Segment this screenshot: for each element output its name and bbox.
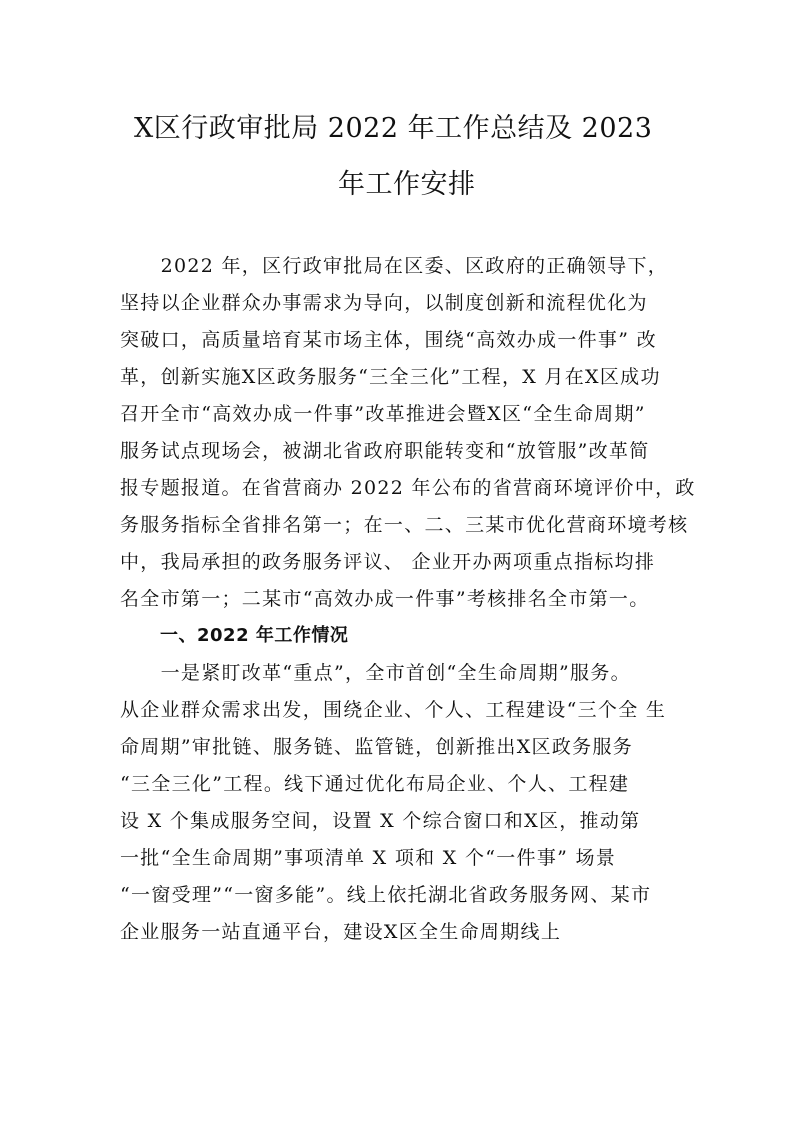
paragraph-line: 一是紧盯改革“重点”，全市首创“全生命周期”服务。 xyxy=(120,662,631,684)
paragraph-line: 命周期”审批链、服务链、监管链，创新推出X区政务服务 xyxy=(120,736,634,758)
paragraph-line: 召开全市“高效办成一件事”改革推进会暨X区“全生命周期” xyxy=(120,403,646,425)
paragraph-line: 一批“全生命周期”事项清单 X 项和 X 个“一件事” 场景 xyxy=(120,847,617,869)
paragraph-line: “一窗受理”“一窗多能”。线上依托湖北省政务服务网、某市 xyxy=(120,884,652,906)
paragraph-line: 从企业群众需求出发，围绕企业、个人、工程建设“三个全 生 xyxy=(120,699,667,721)
paragraph-line: “三全三化”工程。线下通过优化布局企业、个人、工程建 xyxy=(120,773,630,795)
paragraph-line: 设 X 个集成服务空间，设置 X 个综合窗口和X区，推动第 xyxy=(120,810,641,832)
section-heading: 一、2022 年工作情况 xyxy=(160,625,349,646)
paragraph-line: 报专题报道。在省营商办 2022 年公布的省营商环境评价中，政 xyxy=(120,477,696,499)
paragraph-line: 突破口，高质量培育某市场主体，围绕“高效办成一件事” 改 xyxy=(120,329,657,351)
paragraph-line: 革，创新实施X区政务服务“三全三化”工程，X 月在X区成功 xyxy=(120,366,661,388)
document-title-line-2: 年工作安排 xyxy=(338,169,476,200)
paragraph-line: 坚持以企业群众办事需求为导向，以制度创新和流程优化为 xyxy=(120,292,648,314)
paragraph-line: 2022 年，区行政审批局在区委、区政府的正确领导下， xyxy=(120,255,669,277)
document-title-line-1: X区行政审批局 2022 年工作总结及 2023 xyxy=(134,113,653,144)
paragraph-line: 名全市第一；二某市“高效办成一件事”考核排名全市第一。 xyxy=(120,588,650,610)
paragraph-line: 中，我局承担的政务服务评议、 企业开办两项重点指标均排 xyxy=(120,551,656,573)
paragraph-line: 服务试点现场会，被湖北省政府职能转变和“放管服”改革简 xyxy=(120,440,650,462)
paragraph-line: 务服务指标全省排名第一；在一、二、三某市优化营商环境考核 xyxy=(120,514,689,536)
paragraph-line: 企业服务一站直通平台，建设X区全生命周期线上 xyxy=(120,921,562,943)
